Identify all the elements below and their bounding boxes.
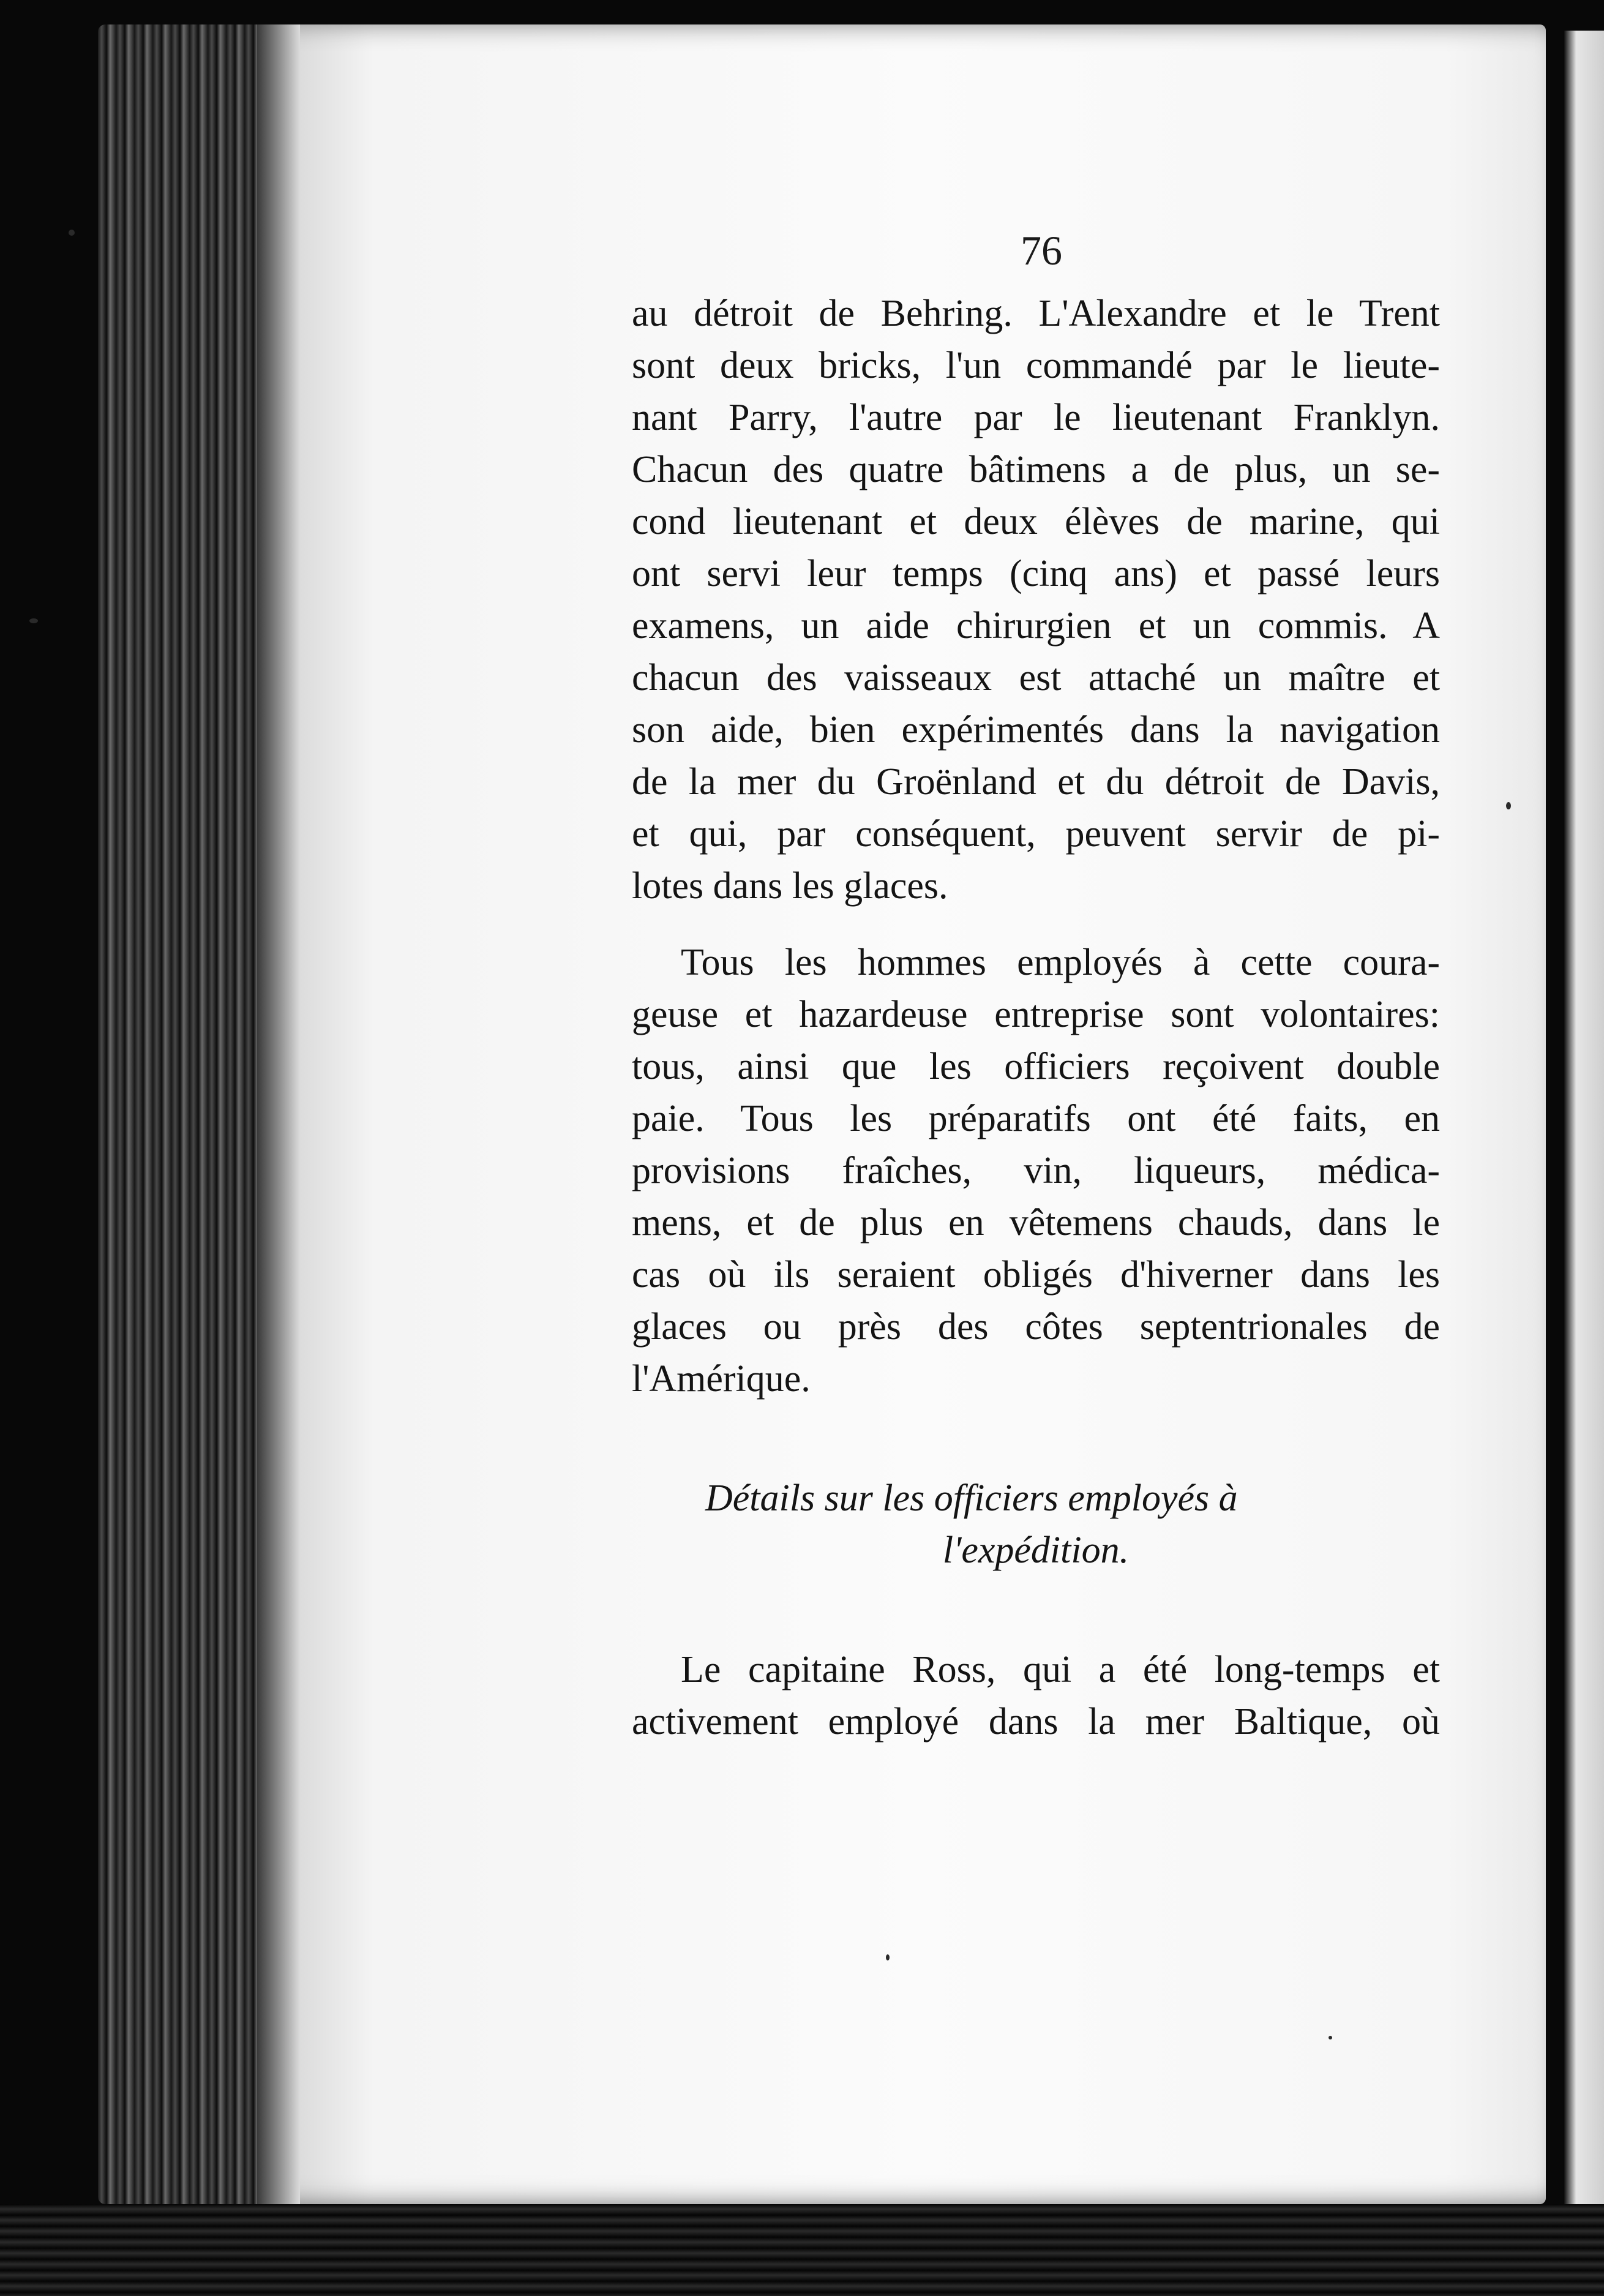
dust-speck [69,230,75,236]
text-line: provisions fraîches, vin, liqueurs, médica- [632,1150,1440,1191]
text-line: tous, ainsi que les officiers reçoivent double [632,1046,1440,1087]
section-heading-line: l'expédition. [942,1529,1130,1571]
text-line: nant Parry, l'autre par le lieutenant Franklyn. [632,397,1440,438]
text-line: activement employé dans la mer Baltique, où [632,1701,1440,1743]
dust-speck [29,618,38,623]
text-line: examens, un aide chirurgien et un commis. A [632,605,1440,647]
section-spacer [632,1405,1440,1473]
paragraph-1 [632,288,1440,912]
adjacent-page-edge [1564,31,1604,2259]
text-line: Le capitaine Ross, qui a été long-temps et [681,1649,1440,1690]
paragraph-2 [632,937,1440,1405]
text-line: de la mer du Groënland et du détroit de Davis, [632,761,1440,803]
text-line: ont servi leur temps (cinq ans) et passé leurs [632,553,1440,595]
section-heading [632,1473,1440,1577]
text-line: Chacun des quatre bâtimens a de plus, un se- [632,449,1440,490]
text-line: chacun des vaisseaux est attaché un maître et [632,657,1440,699]
section-spacer [632,1577,1440,1644]
dust-speck [1329,2036,1332,2039]
dust-speck [886,1954,890,1960]
text-line: et qui, par conséquent, peuvent servir de pi- [632,813,1440,855]
paragraph-spacer [632,912,1440,937]
text-line: au détroit de Behring. L'Alexandre et le Trent [632,293,1440,334]
text-line: cond lieutenant et deux élèves de marine, qui [632,501,1440,542]
text-line: son aide, bien expérimentés dans la navigation [632,709,1440,751]
text-line: paie. Tous les préparatifs ont été faits, en [632,1098,1440,1139]
paragraph-3 [632,1644,1440,1748]
text-line: sont deux bricks, l'un commandé par le lieute- [632,345,1440,386]
text-line: glaces ou près des côtes septentrionales de [632,1306,1440,1348]
page-gutter-shadow [257,24,300,2204]
page-number: 76 [1021,227,1062,274]
text-line: mens, et de plus en vêtemens chauds, dans le [632,1202,1440,1244]
text-line: lotes dans les glaces. [632,865,948,907]
dust-speck [1506,802,1511,809]
book-bottom-edge [0,2204,1604,2296]
text-line: cas où ils seraient obligés d'hiverner dans les [632,1254,1440,1296]
text-line: l'Amérique. [632,1358,811,1400]
text-line: geuse et hazardeuse entreprise sont volontaires: [632,994,1440,1035]
page-body-text [632,288,1440,1748]
section-heading-line: Détails sur les officiers employés à [705,1477,1238,1519]
text-line: Tous les hommes employés à cette coura- [681,942,1440,983]
